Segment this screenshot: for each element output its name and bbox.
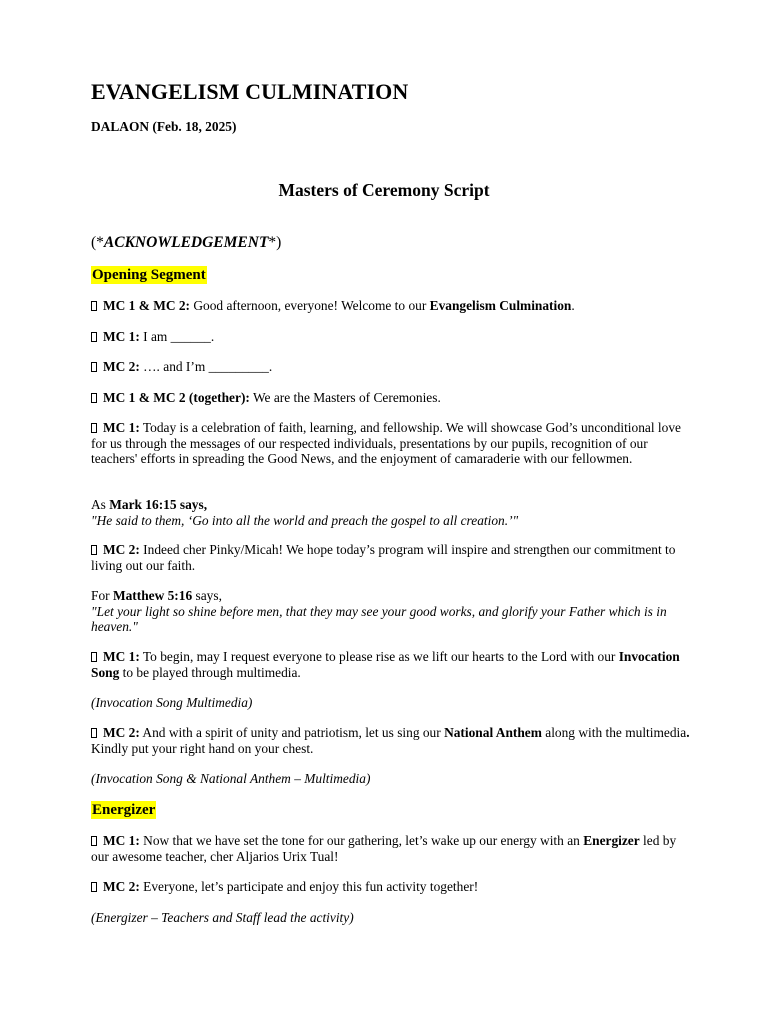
line-dot: . [686, 725, 690, 740]
line-text: Now that we have set the tone for our gathering, let’s wake up our energy with an [139, 833, 584, 848]
line-mc1-mc2-welcome [91, 298, 691, 314]
speaker-label: MC 2: [103, 542, 140, 557]
note-anthem-multimedia: (Invocation Song & National Anthem – Multimedia) [91, 771, 371, 786]
bullet-icon [91, 836, 97, 846]
document-title: EVANGELISM CULMINATION [91, 79, 409, 104]
verse-quote: "He said to them, ‘Go into all the world and preach the gospel to all creation.’" [91, 512, 519, 528]
line-mc2-anthem [91, 725, 691, 756]
verse-intro: For [91, 588, 113, 603]
verse-reference: Mark 16:15 says, [109, 497, 208, 512]
speaker-label: MC 1: [103, 420, 140, 435]
energizer-word: Energizer [583, 833, 640, 848]
line-mc1-invocation [91, 649, 691, 680]
bullet-icon [91, 362, 97, 372]
note-invocation-multimedia: (Invocation Song Multimedia) [91, 695, 253, 710]
verse-matthew [91, 588, 691, 635]
line-mc1-name [91, 329, 691, 345]
speaker-label: MC 1: [103, 833, 140, 848]
line-mc2-name [91, 359, 691, 375]
line-text: Indeed cher Pinky/Micah! We hope today’s program will inspire and strengthen our commitment to living out our faith. [91, 542, 676, 573]
bullet-icon [91, 423, 97, 433]
verse-mark [91, 497, 691, 528]
line-text: And with a spirit of unity and patriotism, let us sing our [139, 725, 445, 740]
bullet-icon [91, 728, 97, 738]
script-subtitle: Masters of Ceremony Script [278, 180, 490, 200]
section-energizer: Energizer [92, 802, 156, 818]
line-text: Everyone, let’s participate and enjoy this fun activity together! [139, 879, 479, 894]
line-end: to be played through multimedia. [119, 664, 301, 680]
ack-open: (* [91, 234, 104, 251]
verse-intro: As [91, 497, 110, 512]
line-text: Good afternoon, everyone! Welcome to our [190, 298, 430, 313]
verse-reference: Matthew 5:16 [112, 588, 193, 603]
line-end: Kindly put your right hand on your chest. [91, 740, 314, 756]
event-name: Evangelism Culmination [429, 298, 572, 313]
speaker-label: MC 2: [103, 879, 140, 894]
line-end: led by our awesome teacher, cher Aljarios Urix Tual! [91, 833, 677, 864]
line-text: We are the Masters of Ceremonies. [249, 390, 441, 405]
line-mc1-celebration [91, 420, 691, 467]
bullet-icon [91, 882, 97, 892]
note-energizer-activity: (Energizer – Teachers and Staff lead the activity) [91, 910, 354, 925]
line-text-mid: along with the multimedia [541, 725, 687, 740]
bullet-icon [91, 393, 97, 403]
bullet-icon [91, 652, 97, 662]
acknowledgement-heading [91, 234, 281, 252]
line-text: …. and I’m _________. [139, 359, 273, 374]
line-together [91, 390, 691, 406]
bullet-icon [91, 332, 97, 342]
verse-quote: "Let your light so shine before men, that they may see your good works, and glorify your Father which is in heaven." [91, 603, 667, 635]
line-mc2-participate [91, 879, 691, 895]
line-mc1-energizer [91, 833, 691, 864]
speaker-label: MC 2: [103, 359, 140, 374]
speaker-label: MC 1: [103, 329, 140, 344]
verse-says: says, [192, 588, 222, 603]
date-line: DALAON (Feb. 18, 2025) [91, 119, 237, 134]
bullet-icon [91, 301, 97, 311]
line-text: Today is a celebration of faith, learning, and fellowship. We will showcase God’s unconditional love for us through the messages of our respected individuals, presentations by our pupils, recognition of our teachers' efforts in spreading the Good News, and the enjoyment of camaraderie with our fellowmen. [91, 420, 681, 467]
ack-close: *) [268, 234, 282, 251]
speaker-label: MC 1: [103, 649, 140, 664]
bullet-icon [91, 545, 97, 555]
speaker-label: MC 1 & MC 2: [103, 298, 191, 313]
line-end: . [571, 298, 575, 313]
speaker-label: MC 1 & MC 2 (together): [103, 390, 250, 405]
section-opening-segment: Opening Segment [92, 267, 206, 283]
invocation-song: Invocation Song [91, 649, 680, 680]
line-mc2-indeed [91, 542, 691, 573]
line-text: To begin, may I request everyone to please rise as we lift our hearts to the Lord with our [139, 649, 619, 664]
national-anthem: National Anthem [444, 725, 542, 740]
speaker-label: MC 2: [103, 725, 140, 740]
line-text: I am ______. [139, 329, 215, 344]
ack-text: ACKNOWLEDGEMENT [103, 234, 269, 251]
